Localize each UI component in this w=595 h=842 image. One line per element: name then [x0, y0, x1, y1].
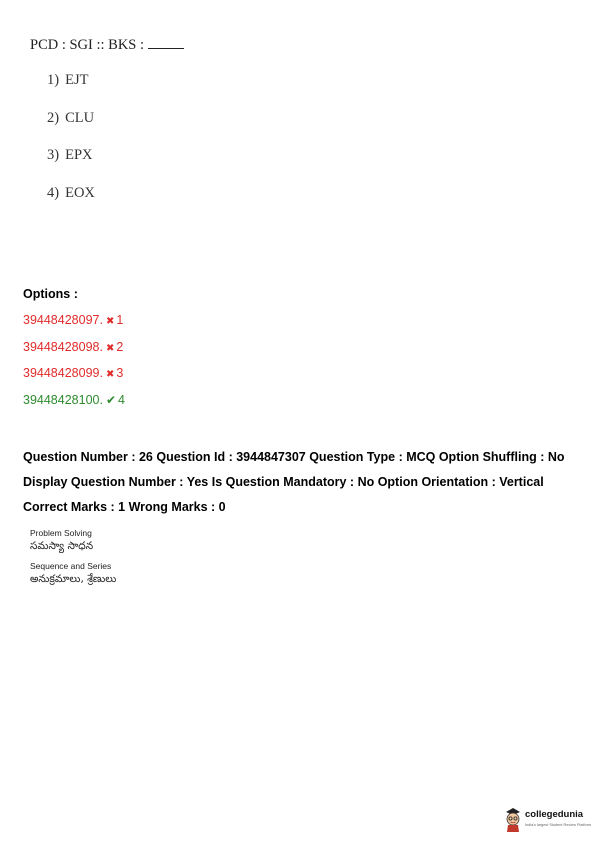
option-value: 1 — [116, 313, 124, 327]
cross-icon: ✖ — [105, 316, 115, 327]
topic-2-telugu: అనుక్రమాలు, శ్రేణులు — [30, 573, 117, 585]
option-number: 3) — [47, 147, 60, 163]
cross-icon: ✖ — [105, 343, 115, 354]
answer-option-2 — [23, 340, 123, 354]
option-text: EJT — [65, 72, 89, 88]
option-id: 39448428097. — [23, 313, 103, 327]
topic-1-english: Problem Solving — [30, 528, 92, 538]
question-stem: PCD : SGI :: BKS : — [30, 37, 148, 53]
option-text: EPX — [65, 147, 93, 163]
logo-tagline: India's largest Student Review Platform — [525, 823, 592, 827]
option-3 — [47, 147, 93, 164]
option-number: 4) — [47, 185, 60, 201]
question-info-line-1: Question Number : 26 Question Id : 3944847307 Question Type : MCQ Option Shuffling : No — [23, 450, 565, 464]
option-number: 1) — [47, 72, 60, 88]
option-number: 2) — [47, 110, 60, 126]
option-id: 39448428100. — [23, 393, 103, 407]
option-2 — [47, 110, 94, 127]
option-value: 4 — [118, 393, 125, 407]
answer-option-1 — [23, 313, 123, 327]
option-1 — [47, 72, 88, 89]
option-text: EOX — [65, 185, 95, 201]
option-id: 39448428098. — [23, 340, 103, 354]
topic-1-telugu: సమస్యా సాధన — [30, 540, 94, 552]
check-icon: ✔ — [105, 393, 117, 407]
option-4 — [47, 185, 95, 202]
option-value: 3 — [116, 366, 124, 380]
answer-option-3 — [23, 366, 123, 380]
question-text — [30, 36, 184, 54]
answer-option-4 — [23, 393, 125, 407]
topic-2-english: Sequence and Series — [30, 561, 112, 571]
cross-icon: ✖ — [105, 369, 115, 380]
option-text: CLU — [65, 110, 95, 126]
question-info-line-2: Display Question Number : Yes Is Question Mandatory : No Option Orientation : Vertical — [23, 475, 544, 489]
logo-name: collegedunia — [525, 809, 584, 820]
options-heading: Options : — [23, 287, 78, 301]
option-value: 2 — [116, 340, 124, 354]
collegedunia-logo — [503, 805, 591, 835]
mascot-icon — [503, 807, 523, 833]
option-id: 39448428099. — [23, 366, 103, 380]
question-info-line-3: Correct Marks : 1 Wrong Marks : 0 — [23, 500, 226, 514]
answer-blank — [148, 36, 184, 49]
